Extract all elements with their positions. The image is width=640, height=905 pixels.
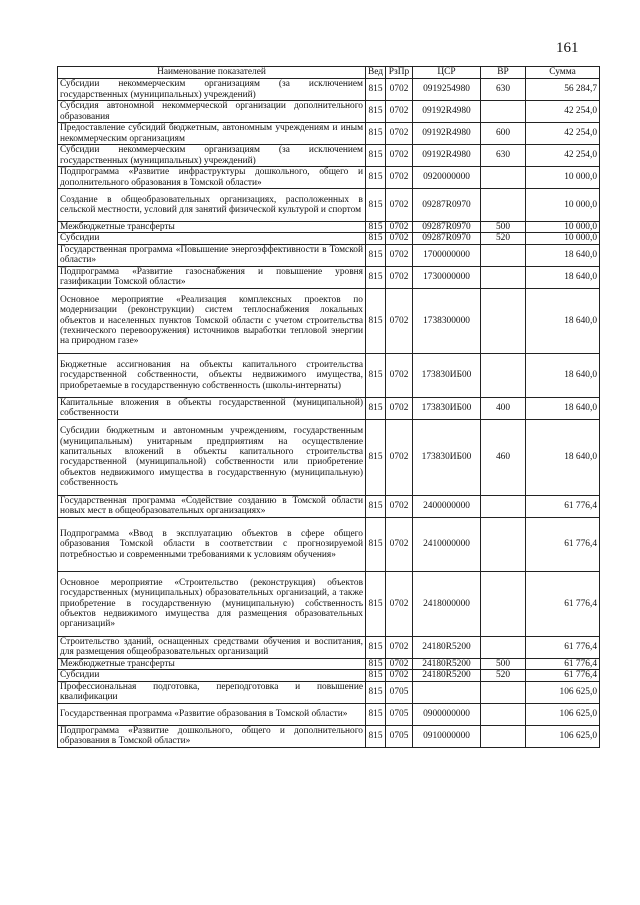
- cell-ved: 815: [366, 419, 386, 495]
- table-row: [58, 189, 600, 222]
- cell-ved: 815: [366, 244, 386, 266]
- table-row: [58, 145, 600, 167]
- cell-csr: [413, 681, 481, 703]
- table-row: [58, 244, 600, 266]
- cell-csr: 0910000000: [413, 725, 481, 747]
- table-row: [58, 658, 600, 669]
- cell-rzpr: 0702: [386, 101, 413, 123]
- cell-name: Основное мероприятие «Реализация комплексных проектов по модернизации (реконструкции) систем теплоснабжения локальных объектов и населенных пунктов Томской области с учетом строительства (технического перевооружения) источников выработки тепловой энергии на природном газе»: [58, 288, 366, 353]
- cell-name: Межбюджетные трансферты: [58, 222, 366, 233]
- cell-vr: [481, 266, 526, 288]
- cell-csr: 1700000000: [413, 244, 481, 266]
- cell-vr: 520: [481, 233, 526, 244]
- table-row: [58, 353, 600, 397]
- cell-vr: [481, 703, 526, 725]
- cell-ved: 815: [366, 145, 386, 167]
- cell-rzpr: 0702: [386, 636, 413, 658]
- cell-csr: 0920000000: [413, 167, 481, 189]
- table-row: [58, 517, 600, 571]
- table-row: [58, 266, 600, 288]
- cell-sum: 18 640,0: [526, 244, 600, 266]
- cell-sum: 56 284,7: [526, 79, 600, 101]
- cell-vr: 400: [481, 397, 526, 419]
- cell-csr: 173830ИБ00: [413, 419, 481, 495]
- cell-ved: 815: [366, 123, 386, 145]
- cell-name: Подпрограмма «Развитие дошкольного, общего и дополнительного образования в Томской области»: [58, 725, 366, 747]
- cell-rzpr: 0702: [386, 266, 413, 288]
- header-ved: Вед: [366, 67, 386, 79]
- cell-name: Создание в общеобразовательных организациях, расположенных в сельской местности, условий для занятий физической культурой и спортом: [58, 189, 366, 222]
- cell-name: Профессиональная подготовка, переподготовка и повышение квалификации: [58, 681, 366, 703]
- header-csr: ЦСР: [413, 67, 481, 79]
- cell-sum: 18 640,0: [526, 397, 600, 419]
- cell-ved: 815: [366, 571, 386, 636]
- cell-rzpr: 0702: [386, 123, 413, 145]
- cell-name: Подпрограмма «Развитие газоснабжения и повышение уровня газификации Томской области»: [58, 266, 366, 288]
- cell-name: Субсидия автономной некоммерческой организации дополнительного образования: [58, 101, 366, 123]
- cell-sum: 10 000,0: [526, 222, 600, 233]
- cell-csr: 1730000000: [413, 266, 481, 288]
- cell-sum: 42 254,0: [526, 123, 600, 145]
- cell-csr: 24180R5200: [413, 658, 481, 669]
- header-sum: Сумма: [526, 67, 600, 79]
- table-row: [58, 703, 600, 725]
- cell-name: Основное мероприятие «Строительство (реконструкция) объектов государственных (муниципальных) образовательных организаций, а также приобретение в государственную (муниципальную) собственность объектов недвижимого имущества для размещения образовательных организаций»: [58, 571, 366, 636]
- cell-ved: 815: [366, 681, 386, 703]
- cell-ved: 815: [366, 397, 386, 419]
- cell-vr: [481, 636, 526, 658]
- cell-ved: 815: [366, 725, 386, 747]
- cell-ved: 815: [366, 266, 386, 288]
- cell-rzpr: 0702: [386, 145, 413, 167]
- budget-table: [57, 66, 600, 748]
- cell-sum: 106 625,0: [526, 725, 600, 747]
- cell-sum: 61 776,4: [526, 636, 600, 658]
- cell-vr: [481, 167, 526, 189]
- cell-rzpr: 0702: [386, 397, 413, 419]
- cell-sum: 10 000,0: [526, 233, 600, 244]
- cell-vr: [481, 571, 526, 636]
- cell-rzpr: 0705: [386, 681, 413, 703]
- cell-csr: 09287R0970: [413, 233, 481, 244]
- cell-vr: [481, 517, 526, 571]
- cell-ved: 815: [366, 222, 386, 233]
- cell-sum: 61 776,4: [526, 571, 600, 636]
- table-row: [58, 495, 600, 517]
- cell-ved: 815: [366, 670, 386, 681]
- cell-ved: 815: [366, 288, 386, 353]
- cell-sum: 10 000,0: [526, 167, 600, 189]
- cell-name: Субсидии: [58, 670, 366, 681]
- table-row: [58, 288, 600, 353]
- table-row: [58, 397, 600, 419]
- cell-rzpr: 0702: [386, 222, 413, 233]
- cell-vr: [481, 189, 526, 222]
- cell-name: Субсидии некоммерческим организациям (за исключением государственных (муниципальных) учреждений): [58, 145, 366, 167]
- cell-sum: 18 640,0: [526, 266, 600, 288]
- header-rzpr: РзПр: [386, 67, 413, 79]
- cell-rzpr: 0702: [386, 658, 413, 669]
- cell-rzpr: 0702: [386, 244, 413, 266]
- cell-vr: 600: [481, 123, 526, 145]
- cell-sum: 42 254,0: [526, 145, 600, 167]
- cell-name: Субсидии: [58, 233, 366, 244]
- cell-rzpr: 0705: [386, 725, 413, 747]
- cell-name: Бюджетные ассигнования на объекты капитального строительства государственной собственности, объекты недвижимого имущества, приобретаемые в государственную собственность (школы-интернаты): [58, 353, 366, 397]
- cell-csr: 09192R4980: [413, 123, 481, 145]
- table-header-row: [58, 67, 600, 79]
- cell-name: Подпрограмма «Ввод в эксплуатацию объектов в сфере общего образования Томской области в соответствии с прогнозируемой потребностью и современными требованиями к условиям обучения»: [58, 517, 366, 571]
- cell-ved: 815: [366, 703, 386, 725]
- cell-csr: 1738300000: [413, 288, 481, 353]
- cell-vr: [481, 101, 526, 123]
- cell-sum: 61 776,4: [526, 517, 600, 571]
- cell-name: Подпрограмма «Развитие инфраструктуры дошкольного, общего и дополнительного образования в Томской области»: [58, 167, 366, 189]
- cell-name: Предоставление субсидий бюджетным, автономным учреждениям и иным некоммерческим организациям: [58, 123, 366, 145]
- cell-name: Субсидии бюджетным и автономным учреждениям, государственным (муниципальным) унитарным предприятиям на осуществление капитальных вложений в объекты капитального строительства государственной (муниципальной) собственности или приобретение объектов недвижимого имущества в государственную (муниципальную) собственность: [58, 419, 366, 495]
- cell-rzpr: 0702: [386, 79, 413, 101]
- cell-rzpr: 0705: [386, 703, 413, 725]
- table-row: [58, 101, 600, 123]
- table-row: [58, 419, 600, 495]
- cell-name: Государственная программа «Содействие созданию в Томской области новых мест в общеобразовательных организациях»: [58, 495, 366, 517]
- cell-ved: 815: [366, 189, 386, 222]
- cell-rzpr: 0702: [386, 495, 413, 517]
- cell-rzpr: 0702: [386, 233, 413, 244]
- cell-vr: 520: [481, 670, 526, 681]
- table-row: [58, 233, 600, 244]
- table-row: [58, 670, 600, 681]
- cell-vr: [481, 244, 526, 266]
- cell-rzpr: 0702: [386, 571, 413, 636]
- cell-csr: 24180R5200: [413, 670, 481, 681]
- cell-csr: 09192R4980: [413, 145, 481, 167]
- table-row: [58, 79, 600, 101]
- cell-name: Субсидии некоммерческим организациям (за исключением государственных (муниципальных) учреждений): [58, 79, 366, 101]
- cell-vr: [481, 495, 526, 517]
- cell-csr: 0900000000: [413, 703, 481, 725]
- cell-csr: 09287R0970: [413, 222, 481, 233]
- cell-ved: 815: [366, 353, 386, 397]
- cell-rzpr: 0702: [386, 419, 413, 495]
- cell-sum: 61 776,4: [526, 658, 600, 669]
- cell-sum: 18 640,0: [526, 353, 600, 397]
- cell-ved: 815: [366, 517, 386, 571]
- cell-csr: 09192R4980: [413, 101, 481, 123]
- cell-name: Государственная программа «Развитие образования в Томской области»: [58, 703, 366, 725]
- cell-ved: 815: [366, 636, 386, 658]
- cell-vr: [481, 681, 526, 703]
- cell-name: Государственная программа «Повышение энергоэффективности в Томской области»: [58, 244, 366, 266]
- cell-vr: [481, 353, 526, 397]
- table-row: [58, 681, 600, 703]
- cell-ved: 815: [366, 167, 386, 189]
- page-number: 161: [556, 40, 579, 56]
- table-row: [58, 571, 600, 636]
- header-vr: ВР: [481, 67, 526, 79]
- cell-rzpr: 0702: [386, 353, 413, 397]
- cell-sum: 18 640,0: [526, 419, 600, 495]
- cell-ved: 815: [366, 101, 386, 123]
- header-name: Наименование показателей: [58, 67, 366, 79]
- cell-csr: 2410000000: [413, 517, 481, 571]
- cell-csr: 0919254980: [413, 79, 481, 101]
- cell-sum: 18 640,0: [526, 288, 600, 353]
- cell-csr: 173830ИБ00: [413, 397, 481, 419]
- cell-ved: 815: [366, 79, 386, 101]
- table-row: [58, 123, 600, 145]
- table-row: [58, 636, 600, 658]
- cell-sum: 10 000,0: [526, 189, 600, 222]
- table-row: [58, 725, 600, 747]
- cell-rzpr: 0702: [386, 167, 413, 189]
- table-row: [58, 167, 600, 189]
- cell-vr: 460: [481, 419, 526, 495]
- cell-name: Строительство зданий, оснащенных средствами обучения и воспитания, для размещения общеобразовательных организаций: [58, 636, 366, 658]
- cell-csr: 09287R0970: [413, 189, 481, 222]
- cell-rzpr: 0702: [386, 517, 413, 571]
- cell-csr: 24180R5200: [413, 636, 481, 658]
- cell-sum: 61 776,4: [526, 495, 600, 517]
- cell-sum: 42 254,0: [526, 101, 600, 123]
- cell-sum: 106 625,0: [526, 681, 600, 703]
- cell-vr: 500: [481, 658, 526, 669]
- cell-csr: 173830ИБ00: [413, 353, 481, 397]
- cell-rzpr: 0702: [386, 670, 413, 681]
- cell-ved: 815: [366, 233, 386, 244]
- cell-ved: 815: [366, 495, 386, 517]
- cell-vr: [481, 288, 526, 353]
- cell-ved: 815: [366, 658, 386, 669]
- cell-name: Капитальные вложения в объекты государственной (муниципальной) собственности: [58, 397, 366, 419]
- cell-vr: [481, 725, 526, 747]
- table-row: [58, 222, 600, 233]
- cell-name: Межбюджетные трансферты: [58, 658, 366, 669]
- cell-rzpr: 0702: [386, 189, 413, 222]
- cell-vr: 500: [481, 222, 526, 233]
- table-body: [58, 79, 600, 748]
- cell-sum: 106 625,0: [526, 703, 600, 725]
- cell-rzpr: 0702: [386, 288, 413, 353]
- cell-sum: 61 776,4: [526, 670, 600, 681]
- cell-csr: 2418000000: [413, 571, 481, 636]
- cell-vr: 630: [481, 79, 526, 101]
- cell-vr: 630: [481, 145, 526, 167]
- cell-csr: 2400000000: [413, 495, 481, 517]
